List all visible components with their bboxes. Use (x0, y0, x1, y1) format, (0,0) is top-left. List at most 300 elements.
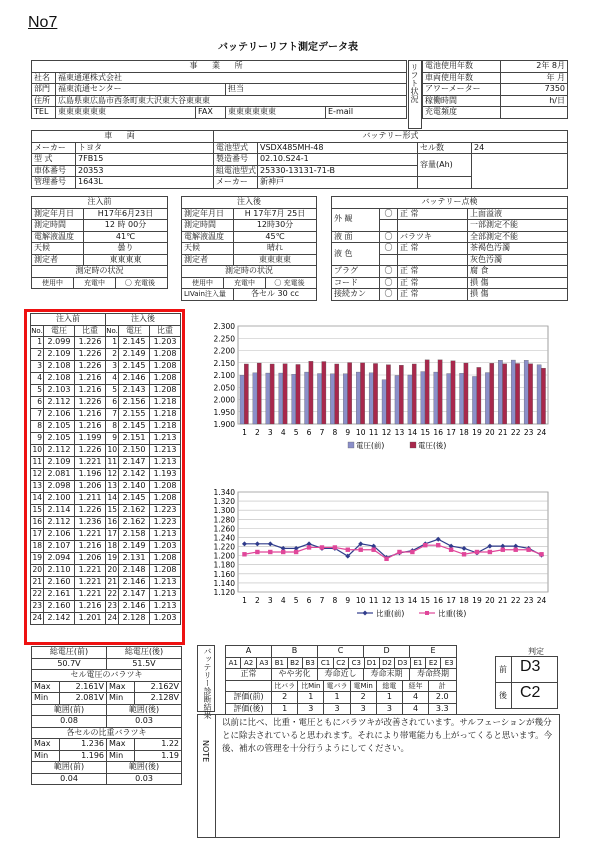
battery-type-header: バッテリー形式 (214, 131, 568, 143)
bar-after (412, 364, 416, 424)
cell-row (31, 433, 181, 445)
cell-gravity-before: 1.199 (75, 433, 106, 445)
insp-mark: 〇 (380, 231, 398, 243)
cell-no-before: 17 (31, 529, 44, 541)
before-label: 測定者 (32, 254, 84, 266)
cell-no-before: 3 (31, 361, 44, 373)
cell-no-before: 2 (31, 349, 44, 361)
bar-after (386, 365, 390, 424)
diag-eval-value: 2 (272, 692, 298, 703)
vehicle-value: トヨタ (76, 142, 214, 154)
cell-row (31, 541, 181, 553)
cell-row (31, 385, 181, 397)
judge-before-label: 前 (499, 665, 507, 674)
cell-gravity-after: 1.208 (150, 361, 181, 373)
before-header: 注入前 (32, 197, 168, 209)
cell-voltage-after: 2.149 (119, 541, 150, 553)
diag-eval-header: 電バラ (324, 681, 350, 692)
diag-group-name: やや劣化 (272, 669, 318, 681)
gravity-chart (198, 486, 560, 641)
point-after (371, 548, 375, 552)
office-person-label: 担当 (226, 84, 407, 96)
cell-gravity-before: 1.196 (75, 469, 106, 481)
sg-min-label: Min (32, 750, 60, 762)
cell-no-before: 14 (31, 493, 44, 505)
y-tick-label: 2.150 (213, 358, 235, 368)
y-tick-label: 1.340 (213, 488, 235, 497)
bar-after (515, 363, 519, 424)
v-range-before-label: 範囲(前) (32, 704, 107, 716)
cell-gravity-before: 1.206 (75, 481, 106, 493)
cell-no-after: 4 (106, 373, 119, 385)
x-tick-label: 1 (242, 428, 247, 437)
vehicle-value: 7FB15 (76, 154, 214, 166)
cell-no-after: 17 (106, 529, 119, 541)
lift-label: アワーメーター (423, 84, 501, 96)
diag-sub: E1 (411, 658, 426, 669)
bar-after (399, 365, 403, 424)
insp-value: 正 常 (398, 243, 468, 255)
cell-row (31, 529, 181, 541)
x-tick-label: 9 (345, 596, 351, 605)
diag-sub: B3 (303, 658, 318, 669)
page-title: バッテリーリフト測定データ表 (218, 42, 358, 53)
diag-eval-header: 計 (438, 681, 446, 690)
office-table (31, 60, 407, 119)
x-tick-label: 12 (381, 596, 392, 605)
x-tick-label: 10 (355, 596, 366, 605)
point-after (501, 548, 505, 552)
voltage-chart (198, 318, 560, 478)
y-tick-label: 1.900 (213, 420, 235, 429)
point-after (436, 543, 440, 547)
cell-row (31, 445, 181, 457)
diag-eval-values (272, 703, 457, 715)
cell-gravity-before: 1.221 (75, 529, 106, 541)
bar-before (537, 365, 541, 424)
cell-voltage-after: 2.140 (119, 481, 150, 493)
cell-gravity-before: 1.201 (75, 613, 106, 625)
bar-before (343, 374, 347, 424)
cell-voltage-before: 2.099 (44, 337, 75, 349)
cell-gravity-before: 1.226 (75, 505, 106, 517)
vehicle-label: 型 式 (32, 154, 76, 166)
sg-max-after: 1.22 (135, 739, 182, 751)
point-after (294, 550, 298, 554)
before-weather: 曇り (84, 243, 168, 255)
v-min-after: 2.128V (135, 693, 182, 705)
col-header-no: No. (31, 326, 43, 335)
cell-voltage-after: 2.142 (119, 469, 150, 481)
bar-before (253, 373, 257, 424)
legend-swatch (410, 442, 416, 448)
point-after (307, 545, 311, 549)
judge-before-value: D3 (520, 658, 541, 675)
before-status-opt: 充電中 (74, 278, 116, 289)
bar-after (490, 363, 494, 424)
cell-gravity-after: 1.193 (150, 469, 181, 481)
cell-voltage-before: 2.109 (44, 349, 75, 361)
office-label: 住所 (32, 95, 56, 107)
office-label: 社名 (32, 72, 56, 84)
cell-voltage-before: 2.112 (44, 517, 75, 529)
before-temp: 41℃ (84, 231, 168, 243)
y-tick-label: 1.140 (213, 578, 235, 588)
before-date: H17年6月23日 (84, 208, 168, 220)
x-tick-label: 19 (472, 596, 482, 605)
insp-option: 腐 食 (468, 266, 568, 278)
diag-group: A (226, 646, 272, 658)
cell-voltage-after: 2.131 (119, 553, 150, 565)
insp-option: 損 傷 (468, 289, 568, 301)
x-tick-label: 20 (485, 428, 495, 437)
diag-group: B (272, 646, 318, 658)
bar-after (283, 364, 287, 424)
sg-min-label: Min (107, 750, 135, 762)
vehicle-header: 車 両 (32, 131, 214, 143)
insp-mark: 〇 (380, 277, 398, 289)
cell-voltage-before: 2.106 (44, 529, 75, 541)
point-after (475, 550, 479, 554)
insp-value (398, 254, 468, 266)
cell-no-after: 22 (106, 589, 119, 601)
cell-no-after: 8 (106, 421, 119, 433)
judge-after-value: C2 (520, 684, 541, 701)
cell-voltage-after: 2.155 (119, 409, 150, 421)
sg-header: 各セルの比重バラツキ (32, 727, 182, 739)
cell-gravity-before: 1.216 (75, 541, 106, 553)
vehicle-value: 20353 (76, 165, 214, 177)
diag-sub: B2 (288, 658, 303, 669)
diag-eval-value: 3 (351, 704, 377, 715)
cell-gravity-after: 1.208 (150, 493, 181, 505)
x-tick-label: 3 (267, 428, 273, 437)
cell-voltage-after: 2.148 (119, 565, 150, 577)
y-tick-label: 2.200 (213, 346, 235, 356)
battype-value: 新神戸 (258, 177, 418, 189)
office-company: 福東通運株式会社 (56, 72, 407, 84)
cell-voltage-before: 2.094 (44, 553, 75, 565)
before-label: 電解液温度 (32, 231, 84, 243)
vehicle-label: 管理番号 (32, 177, 76, 189)
x-tick-label: 20 (485, 596, 495, 605)
insp-option: 灰色汚濁 (468, 254, 568, 266)
cell-no-after: 21 (106, 577, 119, 589)
vehicle-label: メーカー (32, 142, 76, 154)
cell-no-after: 18 (106, 541, 119, 553)
cell-row (31, 469, 181, 481)
x-tick-label: 24 (536, 428, 547, 437)
total-after-label: 総電圧(後) (107, 647, 182, 659)
bar-before (524, 360, 528, 424)
x-tick-label: 14 (407, 596, 418, 605)
bar-before (292, 374, 296, 424)
after-status-opt: 〇 充電後 (274, 278, 305, 287)
cell-gravity-before: 1.211 (75, 493, 106, 505)
y-tick-label: 1.280 (213, 515, 235, 525)
bar-after (528, 364, 532, 424)
diag-sub: B1 (272, 658, 287, 669)
bar-before (447, 374, 451, 424)
diag-group: E (410, 646, 457, 658)
cell-no-before: 8 (31, 421, 44, 433)
diag-group-name: 寿命近し (318, 669, 364, 681)
cell-no-before: 6 (31, 397, 44, 409)
insp-mark (380, 254, 398, 266)
bar-after (270, 364, 274, 424)
x-tick-label: 22 (510, 596, 521, 605)
cell-voltage-before: 2.109 (44, 457, 75, 469)
x-tick-label: 10 (355, 428, 366, 437)
doc-number: No7 (28, 14, 58, 31)
x-tick-label: 22 (510, 428, 521, 437)
bar-after (348, 363, 352, 424)
cell-row (31, 337, 181, 349)
bar-after (335, 364, 339, 424)
cell-no-before: 10 (31, 445, 44, 457)
insp-mark (380, 220, 398, 232)
after-label: 天候 (182, 243, 234, 255)
v-max-before: 2.161V (60, 681, 107, 693)
x-tick-label: 19 (472, 428, 482, 437)
sg-range-after-label: 範囲(後) (107, 762, 182, 774)
before-time: 12 時 00分 (84, 220, 168, 232)
judge-label: 判定 (528, 647, 544, 656)
cell-no-after: 9 (106, 433, 119, 445)
legend-label: 比重(後) (438, 609, 467, 618)
y-tick-label: 2.250 (213, 334, 235, 344)
cell-gravity-after: 1.213 (150, 601, 181, 613)
cell-gravity-after: 1.208 (150, 481, 181, 493)
cell-voltage-after: 2.149 (119, 349, 150, 361)
insp-value: 正 常 (398, 208, 468, 220)
sg-range-before-label: 範囲(前) (32, 762, 107, 774)
diag-sub: E3 (444, 658, 454, 667)
bar-before (279, 373, 283, 424)
cell-voltage-after: 2.145 (119, 337, 150, 349)
cell-no-before: 18 (31, 541, 44, 553)
cell-voltage-before: 2.142 (44, 613, 75, 625)
cell-row (31, 493, 181, 505)
cell-no-before: 4 (31, 373, 44, 385)
cell-gravity-after: 1.213 (150, 457, 181, 469)
diag-eval-value: 1 (298, 692, 324, 703)
cell-voltage-after: 2.145 (119, 361, 150, 373)
cell-no-before: 11 (31, 457, 44, 469)
battype-label: 電池型式 (214, 142, 258, 154)
x-tick-label: 2 (254, 428, 260, 437)
bar-after (425, 360, 429, 424)
col-header-gravity: 比重 (150, 325, 181, 337)
diag-eval-corner (226, 680, 272, 692)
diag-sub: D2 (380, 658, 395, 669)
y-tick-label: 1.320 (213, 497, 235, 507)
bar-before (511, 360, 515, 424)
sg-range-after: 0.03 (107, 773, 182, 785)
after-liv-label: LIVain注入量 (182, 289, 234, 301)
cell-voltage-before: 2.107 (44, 541, 75, 553)
x-tick-label: 16 (433, 596, 443, 605)
point-after (281, 550, 285, 554)
point-after (462, 552, 466, 556)
x-tick-label: 12 (381, 428, 392, 437)
cell-voltage-before: 2.098 (44, 481, 75, 493)
point-after (384, 557, 388, 561)
x-tick-label: 6 (306, 596, 312, 605)
insp-label: コード (332, 277, 380, 289)
x-tick-label: 18 (459, 428, 469, 437)
cell-after-header: 注入後 (106, 314, 181, 326)
cell-gravity-after: 1.213 (150, 577, 181, 589)
x-tick-label: 23 (523, 596, 534, 605)
lift-label: 車両使用年数 (423, 72, 501, 84)
battype-label: 製造番号 (214, 154, 258, 166)
total-after-value: 51.5V (107, 658, 182, 670)
bar-before (485, 373, 489, 424)
battype-value: 25330-13131-71-B (258, 165, 418, 177)
battype-value: 02.10.S24-1 (258, 154, 418, 166)
cell-gravity-after: 1.203 (150, 337, 181, 349)
sg-min-before: 1.196 (60, 750, 107, 762)
diag-sub: E2 (426, 658, 441, 669)
x-tick-label: 11 (368, 596, 379, 605)
diag-eval-values (272, 692, 457, 704)
sg-range-before: 0.04 (32, 773, 107, 785)
cell-voltage-after: 2.147 (119, 457, 150, 469)
cell-row (31, 517, 181, 529)
after-label: 測定年月日 (182, 208, 234, 220)
insp-option: 茶褐色汚濁 (468, 243, 568, 255)
after-weather: 晴れ (234, 243, 317, 255)
diag-group-name: 寿命末期 (364, 669, 410, 681)
cell-voltage-before: 2.114 (44, 505, 75, 517)
cell-no-before: 13 (31, 481, 44, 493)
vehicle-value: 1643L (76, 177, 214, 189)
cell-row (31, 481, 181, 493)
bar-before (408, 375, 412, 424)
after-time: 12時30分 (234, 220, 317, 232)
bar-before (356, 372, 360, 424)
cell-voltage-after: 2.162 (119, 505, 150, 517)
x-tick-label: 21 (498, 428, 508, 437)
cell-gravity-after: 1.203 (150, 613, 181, 625)
bar-after (503, 364, 507, 424)
point-after (514, 548, 518, 552)
cell-row (31, 565, 181, 577)
cell-gravity-after: 1.218 (150, 397, 181, 409)
after-header: 注入後 (182, 197, 317, 209)
cell-no-after: 2 (106, 349, 119, 361)
cell-before-header: 注入前 (31, 314, 106, 326)
bar-before (395, 375, 399, 424)
cell-gravity-after: 1.223 (150, 505, 181, 517)
diag-sub: D1 (365, 658, 380, 669)
cell-gravity-after: 1.208 (150, 349, 181, 361)
battype-label: メーカー (214, 177, 258, 189)
after-label: 測定者 (182, 254, 234, 266)
point-after (333, 545, 337, 549)
diag-eval-value: 1 (272, 704, 298, 715)
x-tick-label: 23 (523, 428, 534, 437)
insp-value: 正 常 (398, 277, 468, 289)
insp-mark: 〇 (380, 208, 398, 220)
bar-after (451, 361, 455, 424)
vehicle-label: 車体番号 (32, 165, 76, 177)
cell-gravity-before: 1.226 (75, 445, 106, 457)
cell-gravity-before: 1.221 (75, 577, 106, 589)
after-liv-value: 各セル 30 cc (234, 289, 317, 301)
y-tick-label: 1.260 (213, 524, 235, 534)
battype-cells-value: 24 (472, 142, 568, 154)
point-after (410, 550, 414, 554)
bar-after (322, 362, 326, 424)
cell-voltage-before: 2.103 (44, 385, 75, 397)
diagnosis-side-label: バッテリー診断結果 (203, 647, 212, 719)
diagnosis-table (225, 645, 457, 715)
bar-after (438, 360, 442, 424)
cell-gravity-before: 1.216 (75, 421, 106, 433)
note-side-divider (215, 714, 216, 838)
cell-gravity-before: 1.216 (75, 373, 106, 385)
cell-no-after: 16 (106, 517, 119, 529)
cell-no-before: 15 (31, 505, 44, 517)
cell-voltage-after: 2.156 (119, 397, 150, 409)
lift-value: 2年 8月 (501, 61, 568, 73)
point-after (346, 548, 350, 552)
diag-group: D (364, 646, 410, 658)
insp-label: 液 色 (332, 243, 380, 266)
cell-row (31, 373, 181, 385)
y-tick-label: 1.240 (213, 533, 235, 543)
bar-before (421, 372, 425, 424)
y-tick-label: 1.120 (213, 588, 235, 597)
cell-no-before: 19 (31, 553, 44, 565)
cell-voltage-before: 2.100 (44, 493, 75, 505)
x-tick-label: 2 (254, 596, 260, 605)
cell-no-before: 22 (31, 589, 44, 601)
cell-row (31, 421, 181, 433)
v-max-label: Max (107, 681, 135, 693)
note-side-label: NOTE (201, 740, 210, 763)
bar-before (317, 374, 321, 424)
v-range-after-label: 範囲(後) (107, 704, 182, 716)
diag-eval-value: 1 (377, 692, 403, 703)
cell-voltage-after: 2.150 (119, 445, 150, 457)
x-tick-label: 17 (446, 596, 456, 605)
office-label: TEL (32, 107, 56, 119)
point-after (255, 550, 259, 554)
y-tick-label: 2.050 (213, 383, 235, 393)
y-tick-label: 2.300 (213, 322, 235, 331)
cell-gravity-before: 1.221 (75, 457, 106, 469)
y-tick-label: 1.180 (213, 560, 235, 570)
diag-eval-value: 4 (403, 692, 429, 703)
cell-voltage-before: 2.160 (44, 577, 75, 589)
diag-group-name: 寿命終期 (410, 669, 457, 681)
before-label: 測定年月日 (32, 208, 84, 220)
cell-gravity-before: 1.226 (75, 337, 106, 349)
office-fax-label: FAX (196, 107, 226, 119)
sg-max-label: Max (107, 739, 135, 751)
diag-sub: C2 (334, 658, 349, 669)
point-after (242, 552, 246, 556)
office-tel: 東東東東東東 (56, 107, 196, 119)
cell-no-after: 1 (106, 337, 119, 349)
cell-row (31, 361, 181, 373)
col-header-no: No. (106, 326, 118, 335)
cell-row (31, 505, 181, 517)
insp-value: 正 常 (398, 266, 468, 278)
